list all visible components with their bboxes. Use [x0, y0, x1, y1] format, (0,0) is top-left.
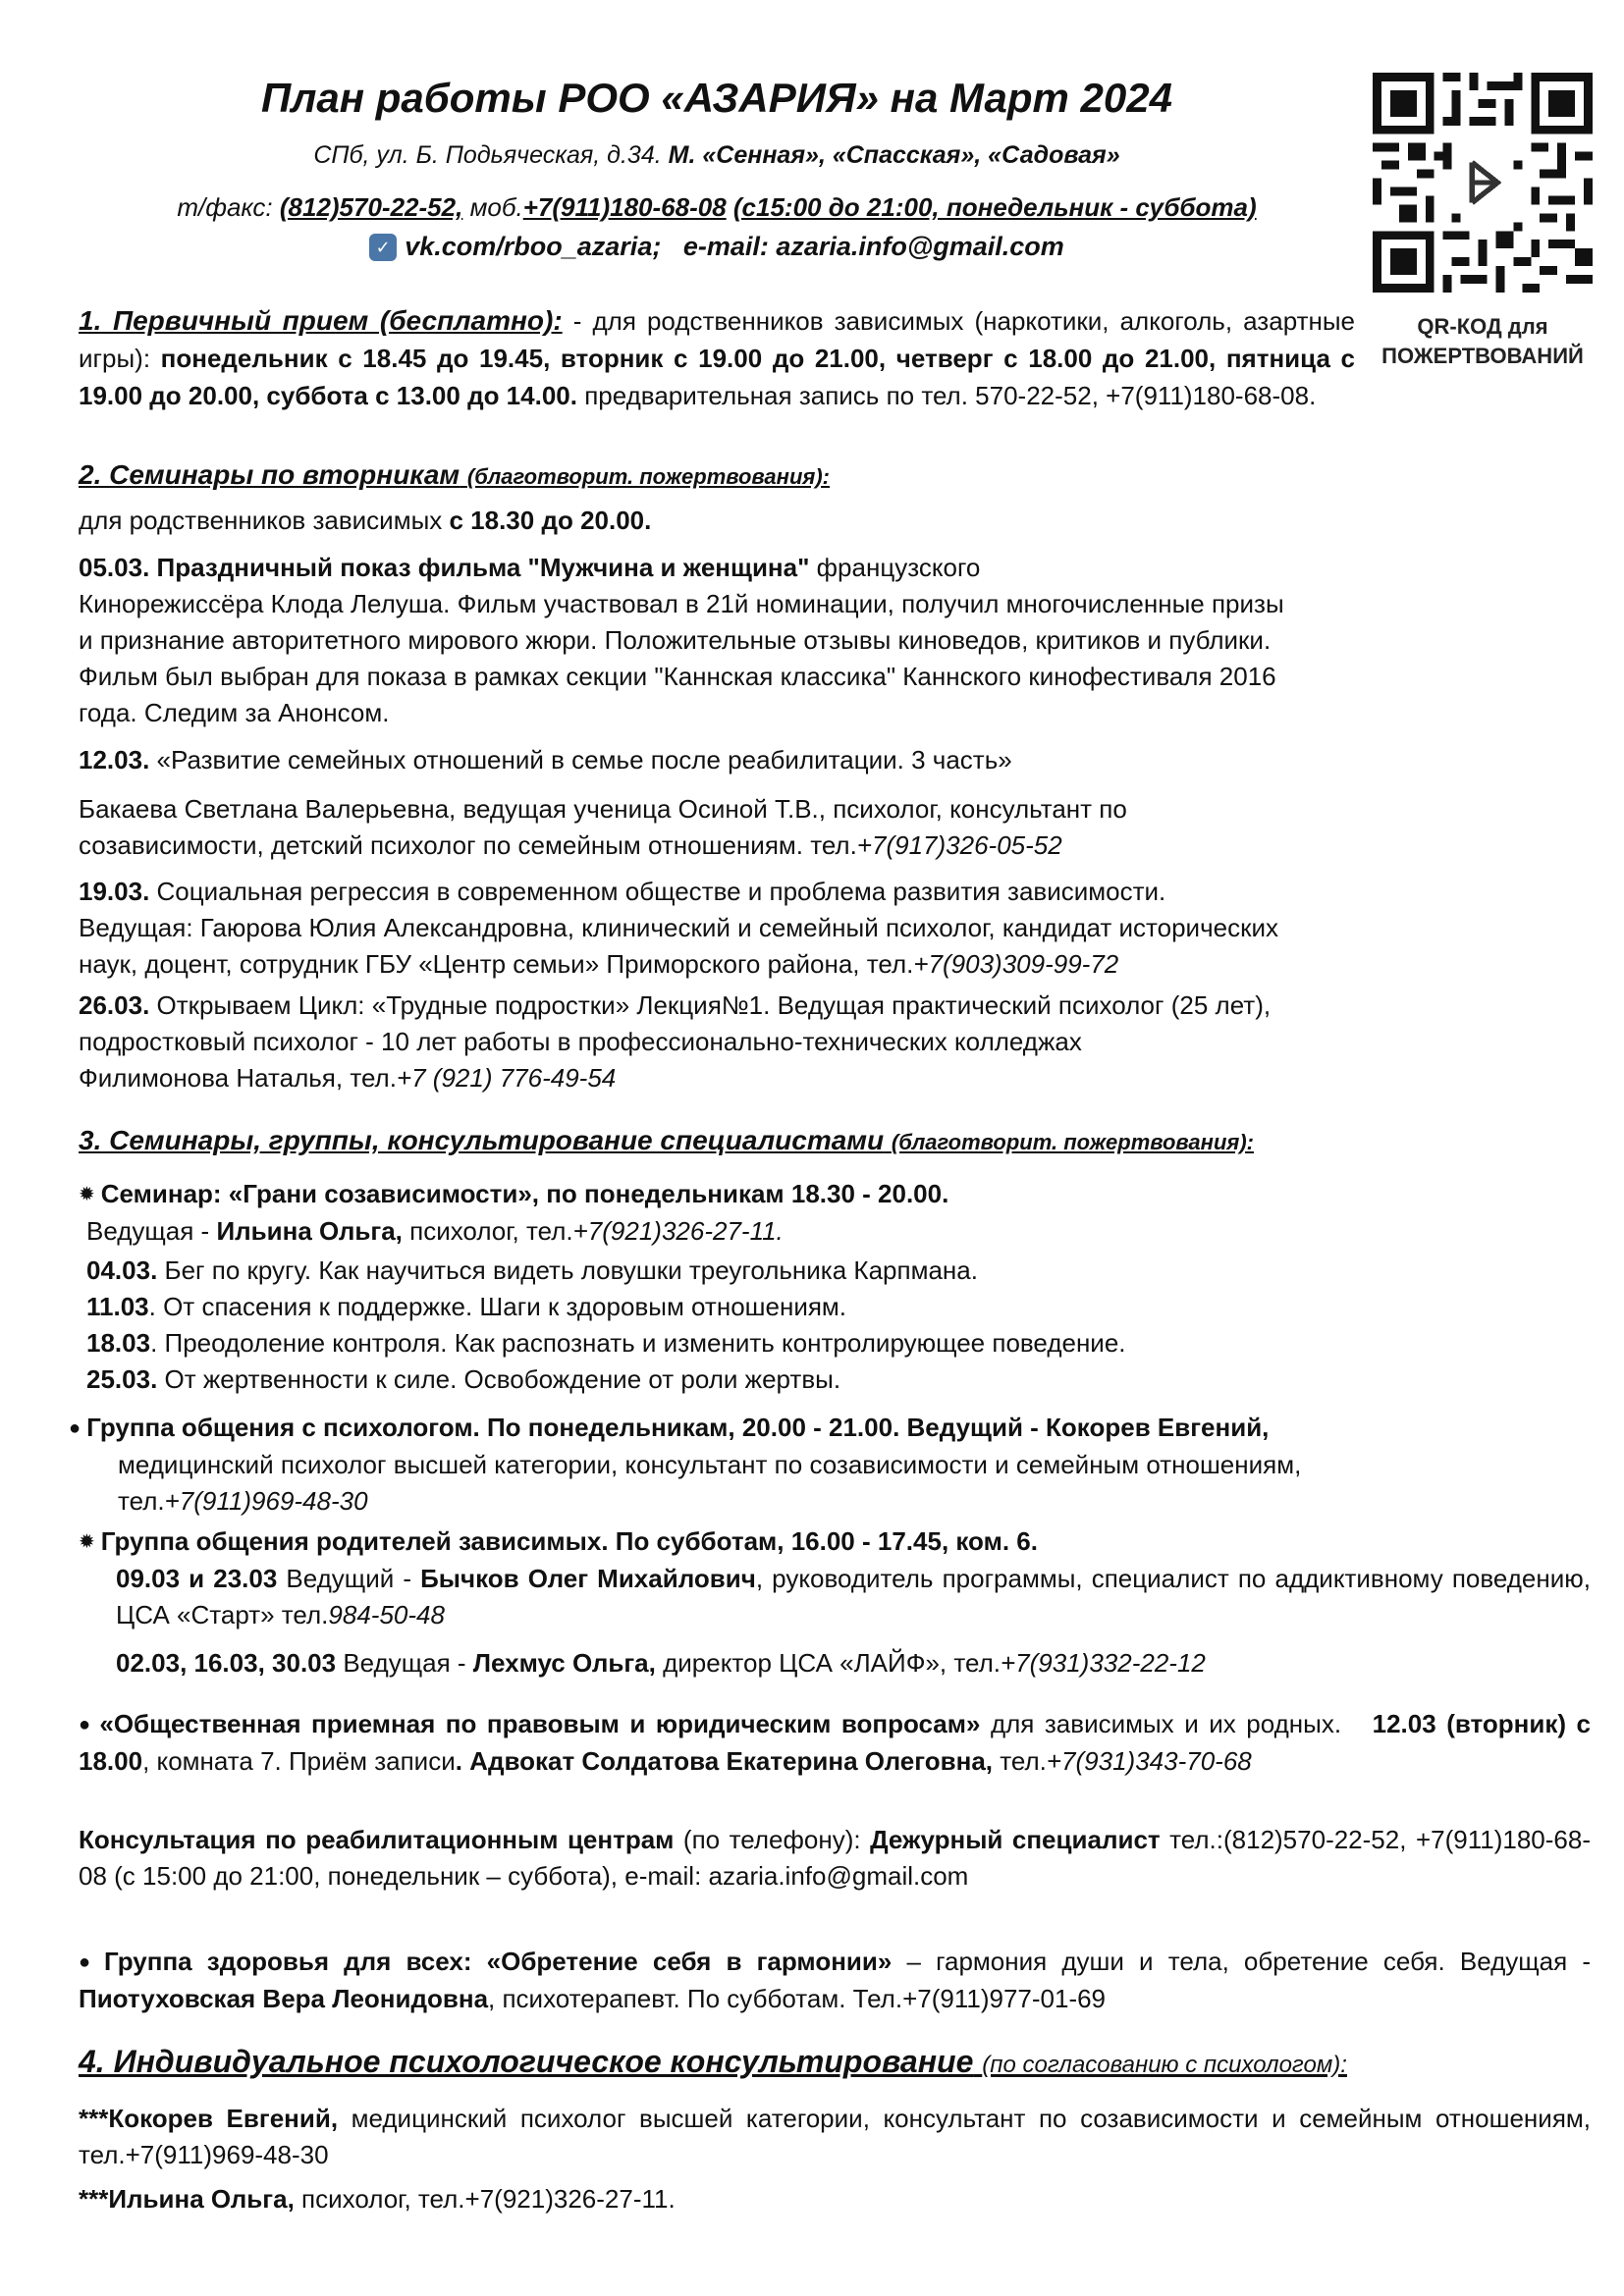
group-psychologist-line-3: [69, 1483, 1581, 1520]
seminar-codependency-title-text: Семинар: «Грани созависимости», по понедельникам 18.30 - 20.00.: [100, 1179, 949, 1208]
section-4-title: [79, 2044, 1347, 2080]
seminar-date: 26.03.: [79, 990, 150, 1020]
working-hours: (с15:00 до 21:00, понедельник - суббота): [732, 192, 1257, 222]
psychologist-name: ***Кокорев Евгений,: [79, 2104, 339, 2133]
section-1-schedule-2: четверг с 18.00 до 21.00, пятница с 19.00 до 20.00, суббота с 13.00 до 14.00.: [79, 344, 1355, 410]
rehab-line-2: тел.:(812)570-22-52, +7(911)180-68-08 (с 15:00 до 21:00, понедельник – суббота),: [79, 1825, 1591, 1891]
bullet-icon: ●: [79, 1951, 99, 1973]
item-text: Бег по кругу. Как научиться видеть ловушки треугольника Карпмана.: [157, 1255, 978, 1285]
seminar-1903-line-3: [79, 946, 1591, 983]
section-2-intro-time: с 18.30 до 20.00.: [449, 506, 652, 535]
legal-line-3: тел.: [1000, 1746, 1047, 1776]
seminar-0503-line-3: и признание авторитетного мирового жюри. Положительные отзывы киноведов, критиков и публики.: [79, 625, 1272, 655]
lead-label: Ведущая -: [336, 1648, 473, 1678]
phone: 984-50-48: [328, 1600, 445, 1629]
item-date: 18.03: [86, 1328, 151, 1358]
group-psychologist: [69, 1410, 1581, 1520]
psychologist-2: [79, 2181, 1591, 2217]
group-psychologist-line-3-text: тел.: [118, 1486, 165, 1516]
seminar-2603-line-1-text: Открываем Цикл: «Трудные подростки» Лекция№1. Ведущая практический психолог (25 лет),: [149, 990, 1272, 1020]
legal-line-1: для зависимых и их родных.: [980, 1709, 1342, 1738]
item-date: 04.03.: [86, 1255, 158, 1285]
seminar-1203-lead: [79, 791, 1591, 864]
legal-date: 12.03 (вторник) с 18.00: [79, 1709, 1591, 1776]
psychologist-line-1: психолог, тел.+7(921)326-27-11.: [294, 2184, 676, 2214]
section-2-title: [79, 459, 830, 491]
item-date: 25.03.: [86, 1364, 158, 1394]
group-psychologist-title: [69, 1410, 1581, 1447]
seminar-0503-line-4: Фильм был выбран для показа в рамках секции "Каннская классика" Каннского кинофестиваля 2016: [79, 662, 1276, 691]
address: СПб, ул. Б. Подьяческая, д.34.: [313, 141, 662, 169]
seminar-1903: [79, 874, 1591, 983]
lead-name: Лехмус Ольга,: [472, 1648, 656, 1678]
duty-specialist: Дежурный специалист: [870, 1825, 1161, 1854]
health-title: Группа здоровья для всех: «Обретение себя в гармонии»: [104, 1947, 893, 1976]
psychologist-name: ***Ильина Ольга,: [79, 2184, 295, 2214]
legal-title: «Общественная приемная по правовым и юридическим вопросам»: [99, 1709, 981, 1738]
bullet-icon: ●: [69, 1417, 81, 1439]
mobile-number: +7(911)180-68-08: [522, 192, 727, 222]
lead-label: Ведущий -: [277, 1564, 421, 1593]
mobile-label: моб.: [469, 192, 523, 222]
bullet-icon: ✹: [79, 1531, 95, 1553]
lawyer-name: Солдатова Екатерина Олеговна,: [581, 1746, 994, 1776]
legal-reception: [79, 1706, 1591, 1780]
seminar-2603-line-3: [79, 1060, 1591, 1096]
seminar-1203-line-2: [79, 828, 1591, 864]
seminar-codependency-lead: [79, 1213, 1591, 1250]
qr-caption-line-2: ПОЖЕРТВОВАНИЙ: [1381, 344, 1584, 368]
seminar-1903-line-3-text: наук, доцент, сотрудник ГБУ «Центр семьи» Приморского района, тел.: [79, 949, 914, 979]
item-text: . От спасения к поддержке. Шаги к здоровым отношениям.: [148, 1292, 847, 1321]
bullet-icon: ✹: [79, 1184, 95, 1205]
phone-label: т/факс:: [177, 192, 273, 222]
list-item: [86, 1362, 1598, 1398]
phone: +7 (921) 776-49-54: [396, 1063, 617, 1093]
section-1-body: [79, 302, 1355, 414]
contacts-line: [79, 232, 1355, 262]
seminar-2603: [79, 988, 1591, 1096]
group-psychologist-line-2: медицинский психолог высшей категории, консультант по созависимости и семейным отношениям,: [118, 1450, 1302, 1479]
rehab-email: e-mail: azaria.info@gmail.com: [624, 1861, 969, 1891]
seminar-0503-line-2: Кинорежиссёра Клода Лелуша. Фильм участвовал в 21й номинации, получил многочисленные призы: [79, 589, 1284, 618]
group-parents-lead-1: [79, 1561, 1591, 1633]
section-2-intro: [79, 503, 1591, 539]
seminar-0503: [79, 550, 1591, 731]
seminar-1203-title: «Развитие семейных отношений в семье после реабилитации. 3 часть»: [149, 745, 1012, 774]
rehab-title-rest: (по телефону):: [674, 1825, 861, 1854]
health-group: [79, 1944, 1591, 2017]
section-1-schedule-1: понедельник с 18.45 до 19.45, вторник с 19.00 до 21.00,: [160, 344, 887, 373]
address-line: [79, 141, 1355, 170]
lead-name: Ильина Ольга,: [216, 1216, 403, 1246]
section-3-title: [79, 1125, 1254, 1156]
dates: 09.03 и 23.03: [116, 1564, 278, 1593]
section-4-title-note: (по согласованию с психологом):: [982, 2052, 1347, 2078]
qr-code-icon: [1373, 73, 1593, 293]
lead-rest: психолог, тел.: [402, 1216, 573, 1246]
seminar-1203-line-1: Бакаева Светлана Валерьевна, ведущая ученица Осиной Т.В., психолог, консультант по: [79, 794, 1127, 824]
rehab-consultation: [79, 1822, 1591, 1895]
lead-rest: , руководитель программы, специалист по: [755, 1564, 1267, 1593]
seminar-0503-line-5: года. Следим за Анонсом.: [79, 698, 390, 727]
seminar-codependency-title: [79, 1176, 1591, 1213]
psychologist-line-2: отношениям, тел.+7(911)969-48-30: [79, 2104, 1591, 2169]
section-1-title: 1. Первичный прием (бесплатно):: [79, 305, 563, 336]
list-item: [86, 1325, 1598, 1362]
page-title: План работы РОО «АЗАРИЯ» на Март 2024: [261, 75, 1172, 121]
lead-label: Ведущая -: [1459, 1947, 1591, 1976]
seminar-0503-title: Праздничный показ фильма "Мужчина и женщина": [156, 553, 810, 582]
metro-stations: М. «Сенная», «Спасская», «Садовая»: [668, 141, 1120, 169]
vk-link[interactable]: vk.com/rboo_azaria;: [405, 232, 662, 261]
email-link[interactable]: e-mail: azaria.info@gmail.com: [682, 232, 1064, 261]
group-parents-title: [79, 1523, 1591, 1561]
group-parents-title-text: Группа общения родителей зависимых. По субботам, 16.00 - 17.45, ком. 6.: [100, 1526, 1038, 1556]
seminar-2603-line-2: подростковый психолог - 10 лет работы в профессионально-технических колледжах: [79, 1027, 1082, 1056]
group-parents: [79, 1523, 1591, 1633]
phone-number: (812)570-22-52,: [279, 192, 463, 222]
section-2-title-text: 2. Семинары по вторникам: [79, 459, 460, 490]
section-4-title-text: 4. Индивидуальное психологическое консультирование: [79, 2044, 974, 2079]
lead-name: Бычков Олег Михайлович: [420, 1564, 756, 1593]
group-parents-lead-2: [116, 1645, 1624, 1682]
dates: 02.03, 16.03, 30.03: [116, 1648, 337, 1678]
item-text: . Преодоление контроля. Как распознать и изменить контролирующее поведение.: [150, 1328, 1126, 1358]
seminar-date: 05.03.: [79, 553, 150, 582]
seminar-codependency-list: [86, 1253, 1598, 1398]
phone: +7(917)326-05-52: [856, 830, 1062, 860]
phone: +7(931)332-22-12: [1000, 1648, 1206, 1678]
health-line-1: – гармония души и тела, обретение себя.: [892, 1947, 1445, 1976]
qr-caption: [1347, 312, 1618, 371]
lead-label: Ведущая -: [86, 1216, 217, 1246]
bullet-icon: ●: [79, 1714, 94, 1735]
seminar-0503-l1: французского: [809, 553, 981, 582]
seminar-1903-line-1: [79, 874, 1591, 910]
rehab-title: Консультация по реабилитационным центрам: [79, 1825, 675, 1854]
phone: +7(921)326-27-11.: [572, 1216, 784, 1246]
seminar-date: 19.03.: [79, 877, 150, 906]
qr-caption-line-1: QR-КОД для: [1417, 314, 1548, 339]
phone: +7(931)343-70-68: [1046, 1746, 1252, 1776]
phone-line: [79, 192, 1355, 223]
seminar-0503-line-1: [79, 550, 1591, 586]
seminar-date: 12.03.: [79, 745, 150, 774]
section-1-note: предварительная запись по тел. 570-22-52, +7(911)180-68-08.: [584, 381, 1317, 410]
psychologist-1: [79, 2101, 1591, 2173]
list-item: [86, 1253, 1598, 1289]
phone: +7(911)969-48-30: [164, 1486, 368, 1516]
phone: +7(903)309-99-72: [913, 949, 1119, 979]
health-line-2: , психотерапевт. По субботам. Тел.+7(911)977-01-69: [488, 1984, 1107, 2013]
section-3-title-text: 3. Семинары, группы, консультирование специалистами: [79, 1125, 885, 1155]
seminar-2603-line-3-text: Филимонова Наталья, тел.: [79, 1063, 397, 1093]
psychologist-line-1: медицинский психолог высшей категории, консультант по созависимости и семейным: [338, 2104, 1423, 2133]
seminar-codependency: [79, 1176, 1591, 1250]
legal-line-2: , комната 7. Приём записи: [142, 1746, 456, 1776]
vk-icon: ✓: [369, 234, 397, 261]
seminar-1903-line-1-text: Социальная регрессия в современном обществе и проблема развития зависимости.: [149, 877, 1166, 906]
seminar-1203: [79, 742, 1591, 778]
item-text: От жертвенности к силе. Освобождение от роли жертвы.: [157, 1364, 841, 1394]
legal-line-2-dot: . Адвокат: [455, 1746, 582, 1776]
section-1-intro: - для родственников зависимых (наркотики, алкоголь, азартные игры):: [79, 306, 1355, 373]
item-date: 11.03: [86, 1292, 149, 1321]
lead-rest-2: аддиктивному поведению, ЦСА «Старт» тел.: [116, 1564, 1592, 1629]
list-item: [86, 1289, 1598, 1325]
section-3-title-note: (благотворит. пожертвования):: [891, 1130, 1254, 1154]
lead-rest: директор ЦСА «ЛАЙФ», тел.: [655, 1648, 1001, 1678]
seminar-1203-line-2-text: созависимости, детский психолог по семейным отношениям. тел.: [79, 830, 857, 860]
group-psychologist-title-text: Группа общения с психологом. По понедельникам, 20.00 - 21.00. Ведущий - Кокорев Евгений,: [86, 1413, 1270, 1442]
seminar-1903-line-2: Ведущая: Гаюрова Юлия Александровна, клинический и семейный психолог, кандидат исторических: [79, 913, 1278, 942]
lead-name: Пиотуховская Вера Леонидовна: [79, 1984, 489, 2013]
section-2-title-note: (благотворит. пожертвования):: [466, 464, 830, 489]
seminar-2603-line-1: [79, 988, 1591, 1024]
section-2-intro-text: для родственников зависимых: [79, 506, 450, 535]
